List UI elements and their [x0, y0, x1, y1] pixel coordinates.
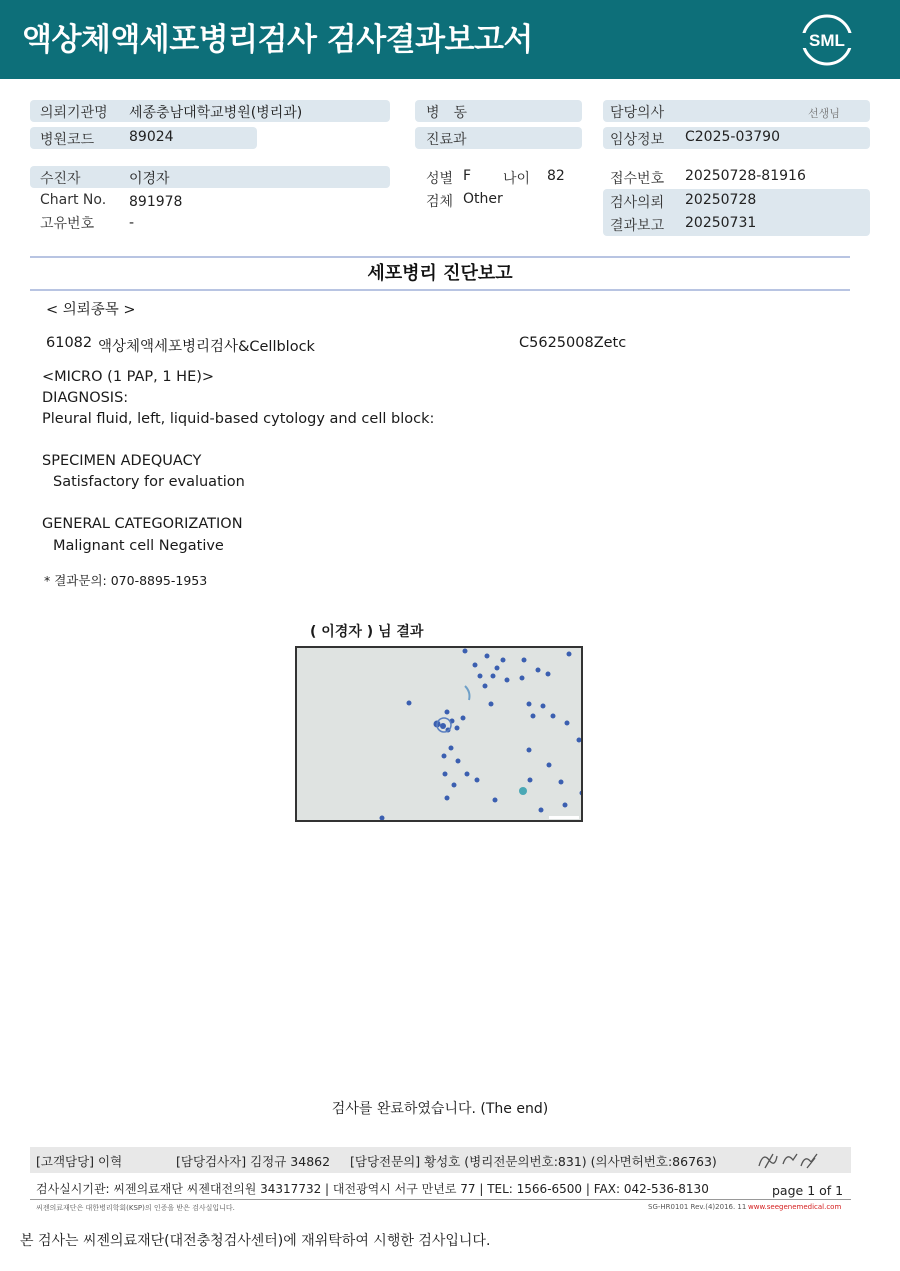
receipt-no-label: 접수번호 — [610, 171, 665, 187]
request-date-label: 검사의뢰 — [610, 195, 665, 211]
report-date-label: 결과보고 — [610, 218, 665, 234]
item-ref: C5625008Zetc — [519, 335, 627, 351]
hospital-code-value: 89024 — [129, 129, 174, 145]
section-divider-top — [30, 256, 850, 258]
outsourcing-note: 본 검사는 씨젠의료재단(대전충청검사센터)에 재위탁하여 시행한 검사입니다. — [20, 1233, 491, 1249]
hospital-code-label: 병원코드 — [40, 132, 95, 148]
micro-line: <MICRO (1 PAP, 1 HE)> — [42, 369, 215, 385]
page-number: page 1 of 1 — [772, 1183, 844, 1198]
report-title: 액상체액세포병리검사 검사결과보고서 — [22, 22, 533, 58]
diagnosis-label: DIAGNOSIS: — [42, 390, 129, 406]
footer-institution: 검사실시기관: 씨젠의료재단 씨젠대전의원 34317732 | 대전광역시 서구 만년로 77 | TEL: 1566-6500 | FAX: 042-536-8130 — [36, 1182, 709, 1196]
footer-url[interactable]: www.seegenemedical.com — [748, 1203, 842, 1211]
item-code: 61082 — [46, 335, 93, 351]
patient-label: 수진자 — [40, 171, 81, 187]
adequacy-text: Satisfactory for evaluation — [53, 474, 245, 490]
footer-specialist: [담당전문의] 황성호 (병리전문의번호:831) (의사면허번호:86763) — [350, 1154, 717, 1169]
clinical-info-label: 임상정보 — [610, 132, 665, 148]
sex-label: 성별 — [426, 171, 454, 187]
image-caption: ( 이경자 ) 님 결과 — [310, 624, 424, 640]
footer-customer: [고객담당] 이혁 — [36, 1154, 123, 1169]
department-label: 진료과 — [426, 132, 467, 148]
age-value: 82 — [547, 168, 565, 184]
cytology-micrograph — [295, 646, 583, 822]
footer-tester: [담당검사자] 김정규 34862 — [176, 1154, 331, 1169]
request-date-value: 20250728 — [685, 192, 757, 208]
specimen-value: Other — [463, 191, 503, 207]
cytology-cells-drawing — [297, 648, 581, 820]
end-text: 검사를 완료하였습니다. (The end) — [331, 1101, 549, 1117]
categorization-text: Malignant cell Negative — [53, 538, 224, 554]
adequacy-label: SPECIMEN ADEQUACY — [42, 453, 202, 469]
section-title: 세포병리 진단보고 — [367, 263, 513, 284]
request-items-label: < 의뢰종목 > — [46, 302, 136, 318]
requesting-institution-value: 세종충남대학교병원(병리과) — [129, 105, 303, 121]
receipt-no-value: 20250728-81916 — [685, 168, 806, 184]
contact-info: * 결과문의: 070-8895-1953 — [44, 573, 208, 588]
ward-label: 병 동 — [426, 105, 468, 121]
unique-no-value: - — [129, 215, 135, 231]
requesting-institution-label: 의뢰기관명 — [40, 105, 108, 121]
report-date-value: 20250731 — [685, 215, 757, 231]
footer-divider — [30, 1199, 851, 1200]
doctor-label: 담당의사 — [610, 105, 665, 121]
chart-no-label: Chart No. — [40, 192, 107, 208]
sex-value: F — [463, 168, 472, 184]
item-name: 액상체액세포병리검사&Cellblock — [98, 339, 315, 355]
patient-row — [30, 166, 390, 188]
categorization-label: GENERAL CATEGORIZATION — [42, 516, 243, 532]
age-label: 나이 — [503, 171, 531, 187]
logo-text: SML — [809, 31, 845, 50]
signature-image — [755, 1146, 825, 1174]
clinical-info-value: C2025-03790 — [685, 129, 780, 145]
chart-no-value: 891978 — [129, 194, 183, 210]
footer-form-code: SG-HR0101 Rev.(4)2016. 11 — [648, 1203, 747, 1211]
unique-no-label: 고유번호 — [40, 216, 95, 232]
diagnosis-text: Pleural fluid, left, liquid-based cytology and cell block: — [42, 411, 435, 427]
doctor-suffix: 선생님 — [808, 107, 840, 120]
sml-logo — [800, 13, 854, 67]
patient-value: 이경자 — [129, 171, 170, 187]
specimen-label: 검체 — [426, 194, 454, 210]
footer-certification: 씨젠의료재단은 대한병리학회(KSP)의 인증을 받은 검사실입니다. — [36, 1204, 235, 1212]
section-divider-bottom — [30, 289, 850, 291]
